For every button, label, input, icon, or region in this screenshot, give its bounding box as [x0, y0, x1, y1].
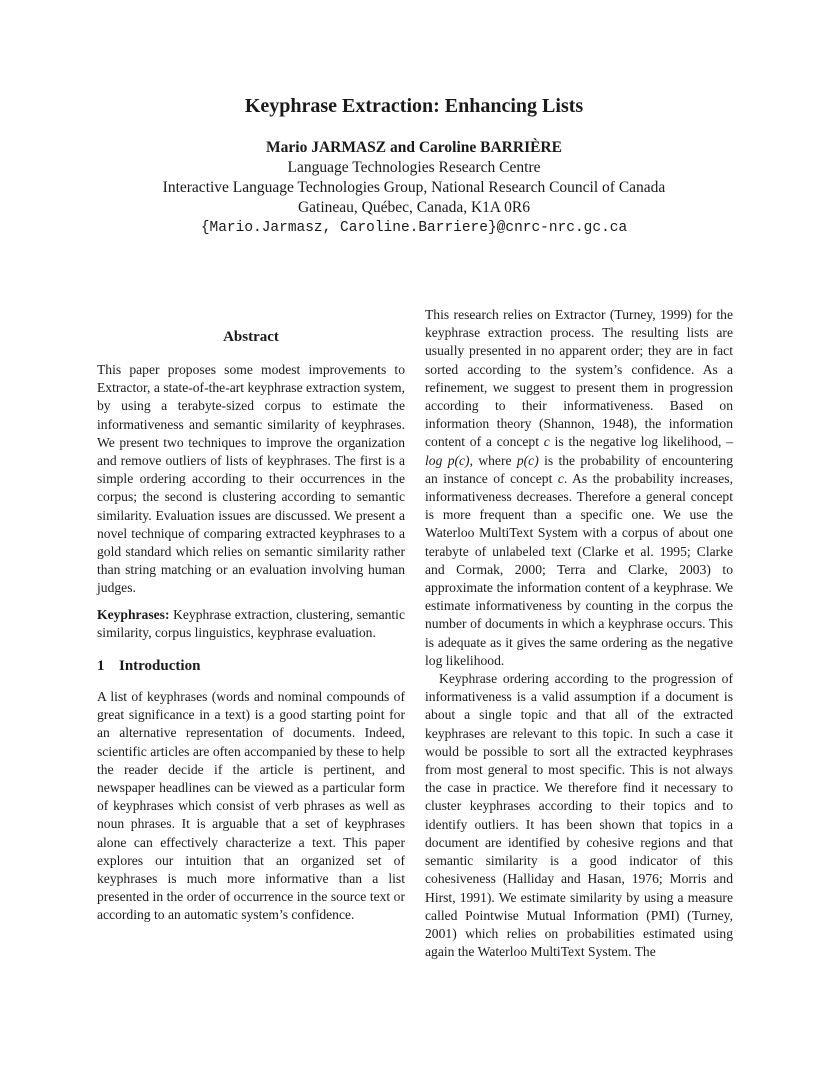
keyphrases-label: Keyphrases:	[97, 606, 170, 622]
abstract-text: This paper proposes some modest improvements to Extractor, a state-of-the-art keyphrase extraction system, by using a terabyte-sized corpus to estimate the informativeness and semantic similarity of keyphrases. We present two techniques to improve the organization and remove outliers of lists of keyphrases. The first is a simple ordering according to their occurrences in the corpus; the second is clustering according to semantic similarity. Evaluation issues are discussed. We present a novel technique of comparing extracted keyphrases to a gold standard which relies on semantic similarity rather than string matching or an evaluation involving human judges.	[97, 362, 405, 596]
affiliation-line-1: Language Technologies Research Centre	[287, 159, 541, 176]
right-paragraph-2: Keyphrase ordering according to the progression of informativeness is a valid assumption if a document is about a single topic and that all of the extracted keyphrases are relevant to this topic. In such a case it would be possible to sort all the extracted keyphrases from most general to most specific. This is not always the case in practice. We therefore find it necessary to cluster keyphrases according to their topics and to identify outliers. It has been shown that topics in a document are identified by cohesive regions and that semantic similarity is a good indicator of this cohesiveness (Halliday and Hasan, 1976; Morris and Hirst, 1991). We estimate similarity by using a measure called Pointwise Mutual Information (PMI) (Turney, 2001) which relies on probabilities estimated using again the Waterloo MultiText System. The	[425, 671, 733, 960]
author-email: {Mario.Jarmasz, Caroline.Barriere}@cnrc-nrc.gc.ca	[200, 220, 628, 236]
author-names: Mario JARMASZ and Caroline BARRIÈRE	[266, 139, 562, 156]
affiliation-line-2: Interactive Language Technologies Group, National Research Council of Canada	[162, 179, 666, 196]
introduction-text: A list of keyphrases (words and nominal compounds of great significance in a text) is a good starting point for an alternative representation of documents. Indeed, scientific articles are often accompanied by these to help the reader decide if the article is pertinent, and newspaper headlines can be viewed as a particular form of keyphrases which consist of verb phrases as well as noun phrases. It is arguable that a set of keyphrases alone can effectively characterize a text. This paper explores our intuition that an organized set of keyphrases is much more informative than a list presented in the order of occurrence in the source text or according to an automatic system’s confidence.	[97, 689, 405, 923]
left-column	[97, 327, 405, 925]
neg-log-formula: – log p(c)	[425, 434, 733, 468]
section-heading-introduction	[97, 656, 405, 676]
right-paragraph-1: This research relies on Extractor (Turney, 1999) for the keyphrase extraction process. The resulting lists are usually presented in no apparent order; they are in fact sorted according to the system’s confidence. As a refinement, we suggest to present them in progression according to their informativeness. Based on information theory (Shannon, 1948), the information content of a concept c is the negative log likelihood, – log p(c), where p(c) is the probability of encountering an instance of concept c. As the probability increases, informativeness decreases. Therefore a general concept is more frequent than a specific one. We use the Waterloo MultiText System with a corpus of about one terabyte of unlabeled text (Clarke et al. 1995; Clarke and Cormak, 2000; Terra and Clarke, 2003) to approximate the information content of a keyphrase. We estimate informativeness by counting in the corpus the number of documents in which a keyphrase occurs. This is adequate as it gives the same ordering as the negative log likelihood.	[425, 307, 734, 668]
keyphrases-paragraph	[97, 606, 405, 642]
affiliation-line-3: Gatineau, Québec, Canada, K1A 0R6	[297, 199, 530, 216]
paper-header	[0, 94, 828, 238]
right-column	[425, 306, 733, 961]
paper-title: Keyphrase Extraction: Enhancing Lists	[244, 95, 584, 117]
abstract-heading: Abstract	[223, 329, 279, 345]
section-title: Introduction	[119, 658, 201, 675]
section-number: 1	[97, 658, 105, 675]
keyphrases-text: Keyphrase extraction, clustering, semantic similarity, corpus linguistics, keyphrase evaluation.	[97, 606, 405, 640]
